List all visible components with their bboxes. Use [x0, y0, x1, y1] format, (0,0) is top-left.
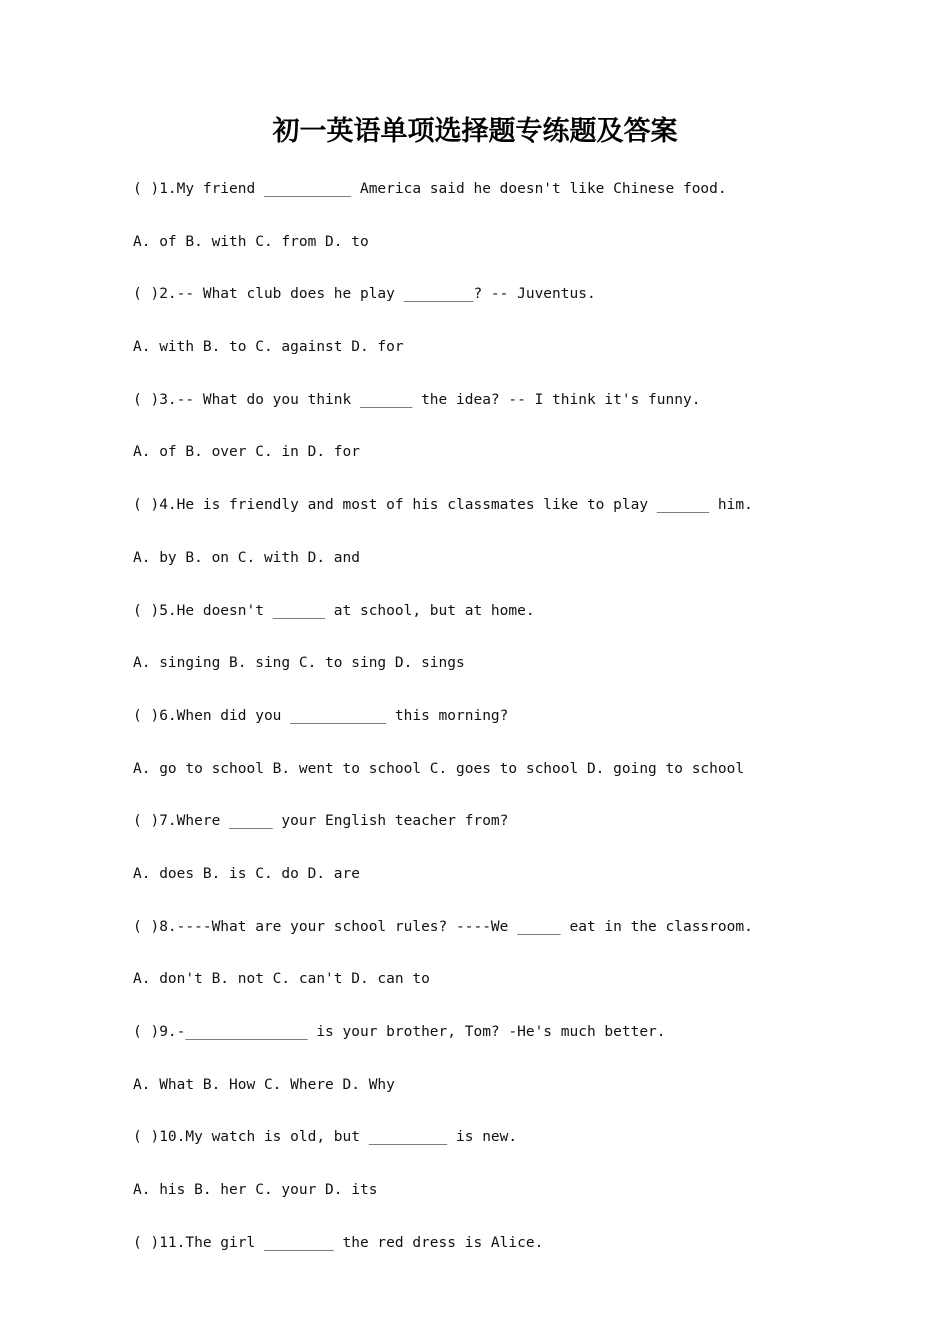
- options-line: A. with B. to C. against D. for: [133, 339, 404, 356]
- options-line: A. go to school B. went to school C. goes to school D. going to school: [133, 760, 745, 777]
- options-line: A. don't B. not C. can't D. can to: [133, 971, 430, 988]
- question-line: ( )6.When did you ___________ this morning?: [133, 707, 509, 724]
- options-line: A. by B. on C. with D. and: [133, 549, 360, 566]
- options-line: A. singing B. sing C. to sing D. sings: [133, 655, 465, 672]
- question-line: ( )3.-- What do you think ______ the idea? -- I think it's funny.: [133, 391, 701, 408]
- question-list: [133, 176, 913, 1282]
- document-title: 初一英语单项选择题专练题及答案: [272, 116, 678, 147]
- question-line: ( )7.Where _____ your English teacher from?: [133, 813, 509, 830]
- question-line: ( )2.-- What club does he play ________? -- Juventus.: [133, 286, 596, 303]
- options-line: A. What B. How C. Where D. Why: [133, 1076, 395, 1093]
- question-line: ( )10.My watch is old, but _________ is new.: [133, 1129, 518, 1146]
- question-line: ( )4.He is friendly and most of his classmates like to play ______ him.: [133, 497, 753, 514]
- question-line: ( )8.----What are your school rules? ----We _____ eat in the classroom.: [133, 918, 753, 935]
- options-line: A. of B. with C. from D. to: [133, 233, 369, 250]
- question-line: ( )5.He doesn't ______ at school, but at home.: [133, 602, 535, 619]
- question-line: ( )11.The girl ________ the red dress is Alice.: [133, 1234, 544, 1251]
- question-line: ( )9.-______________ is your brother, Tom? -He's much better.: [133, 1024, 666, 1040]
- options-line: A. his B. her C. your D. its: [133, 1182, 378, 1199]
- options-line: A. does B. is C. do D. are: [133, 865, 360, 882]
- options-line: A. of B. over C. in D. for: [133, 444, 360, 461]
- question-line: ( )1.My friend __________ America said he doesn't like Chinese food.: [133, 181, 727, 197]
